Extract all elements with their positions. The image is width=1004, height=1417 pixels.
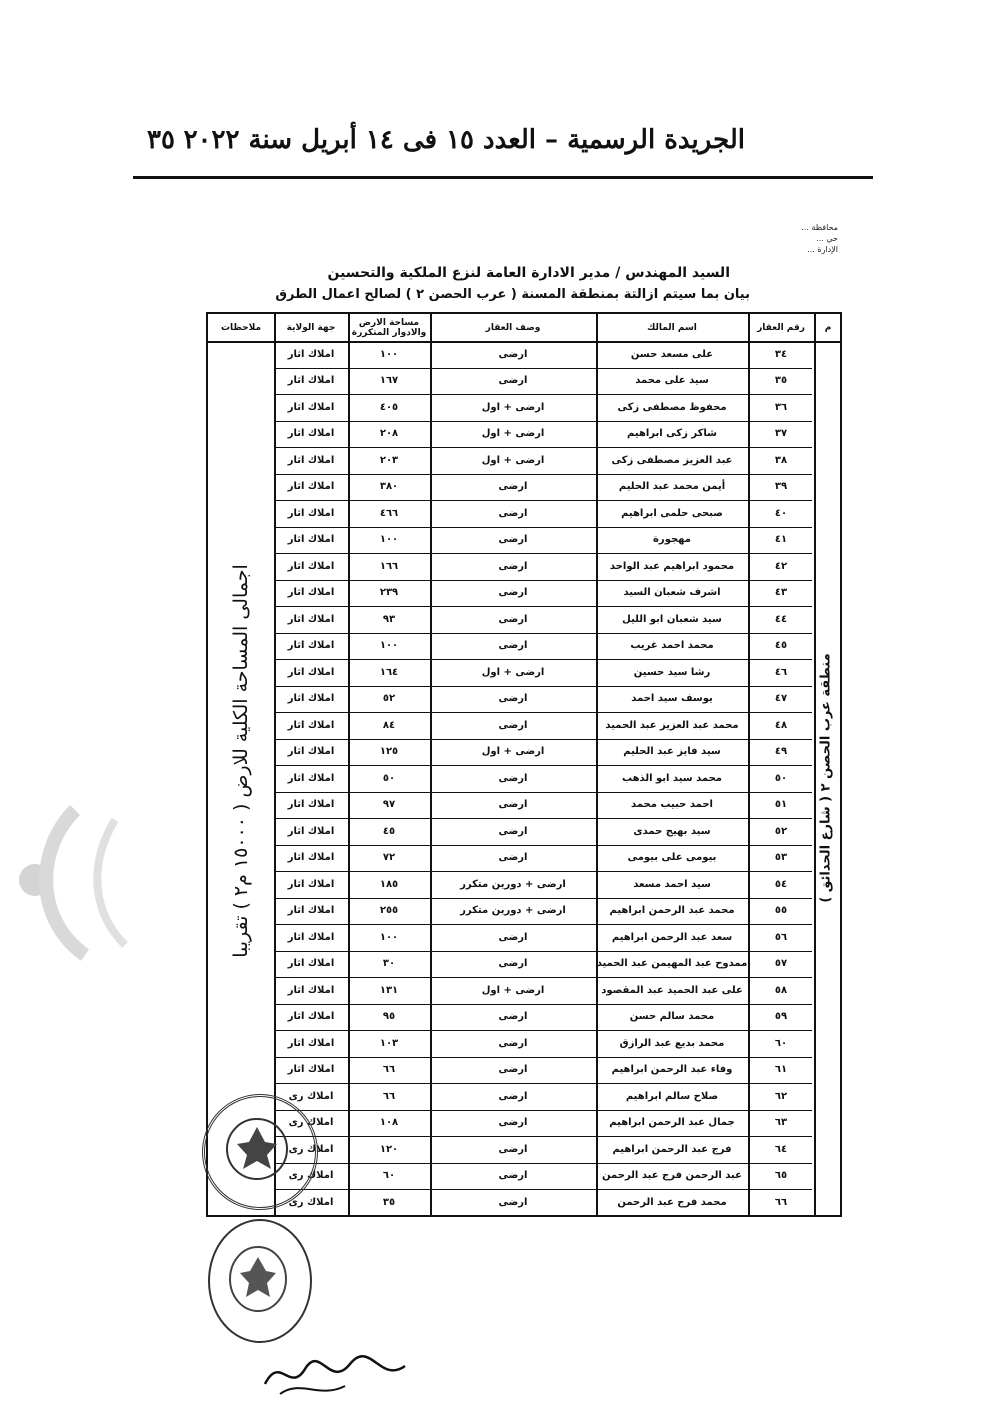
cell-area: ٤٦٦ — [379, 507, 399, 519]
cell-description: ارضى — [498, 825, 528, 837]
cell-entity: املاك اثار — [287, 1037, 335, 1049]
cell-area: ٤٥ — [382, 825, 396, 837]
cell-owner: فرج عبد الرحمن ابراهيم — [612, 1143, 732, 1155]
cell-description: ارضى — [498, 1143, 528, 1155]
cell-area: ٣٥ — [382, 1196, 396, 1208]
cell-area: ٦٦ — [382, 1064, 396, 1075]
cell-entity: املاك اثار — [287, 852, 335, 863]
gazette-title: الجريدة الرسمية – العدد ١٥ فى ١٤ أبريل سنة ٢٠٢٢ — [183, 125, 745, 155]
notes-cell — [208, 341, 274, 1215]
cell-entity: املاك اثار — [287, 348, 335, 360]
cell-owner: يوسف سيد احمد — [631, 693, 713, 704]
cell-description: ارضى — [498, 799, 528, 810]
cell-owner: بيومى على بيومى — [627, 852, 717, 863]
letter-addressee: السيد المهندس / مدير الادارة العامة لنزع الملكية والتحسين — [327, 265, 730, 281]
table-row — [274, 871, 812, 899]
cell-owner: احمد حبيب محمد — [631, 799, 713, 810]
cell-plot-number: ٥٢ — [774, 825, 788, 837]
cell-area: ٩٧ — [382, 799, 396, 810]
table-row — [274, 421, 812, 449]
cell-owner: وفاء عبد الرحمن ابراهيم — [611, 1064, 733, 1075]
cell-description: ارضى — [498, 587, 528, 598]
expropriation-table — [206, 312, 842, 1217]
cell-area: ٦٠ — [382, 1170, 396, 1181]
table-row — [274, 500, 812, 528]
cell-description: ارضى — [498, 481, 528, 492]
cell-entity: املاك اثار — [287, 428, 335, 439]
cell-owner: عبد الرحمن فرج عبد الرحمن — [602, 1170, 742, 1181]
cell-description: ارضى — [498, 560, 528, 572]
letterhead-line: محافظة ... — [801, 223, 838, 232]
cell-description: ارضى — [498, 931, 528, 943]
cell-area: ١٨٥ — [379, 878, 399, 890]
cell-area: ٨٤ — [382, 719, 396, 731]
table-row — [274, 792, 812, 820]
cell-description: ارضى — [498, 852, 528, 863]
handwritten-signature — [260, 1344, 410, 1404]
cell-description: ارضى — [498, 640, 528, 651]
cell-owner: جمال عبد الرحمن ابراهيم — [609, 1117, 735, 1128]
table-row — [274, 1030, 812, 1058]
cell-description: ارضى + اول — [481, 746, 545, 757]
cell-entity: املاك اثار — [287, 984, 335, 996]
cell-owner: سيد بهيج حمدى — [633, 825, 711, 837]
cell-area: ١٢٠ — [379, 1143, 399, 1155]
table-row — [274, 633, 812, 661]
cell-area: ٤٠٥ — [379, 401, 399, 413]
cell-plot-number: ٤٤ — [774, 613, 788, 625]
cell-area: ١٦٦ — [379, 560, 399, 572]
cell-description: ارضى — [498, 693, 528, 704]
cell-entity: املاك رى — [288, 1090, 334, 1102]
table-row — [274, 686, 812, 714]
region-label: منطقة عرب الحصن ٢ ( شارع الحدائق ) — [818, 653, 834, 903]
cell-plot-number: ٤٢ — [774, 560, 788, 572]
cell-entity: املاك اثار — [287, 375, 335, 386]
cell-description: ارضى — [498, 772, 528, 784]
header-description: وصف العقار — [485, 322, 541, 333]
cell-owner: اشرف شعبان السيد — [623, 587, 721, 598]
cell-owner: محمد عبد العزيز عبد الحميد — [605, 719, 739, 731]
cell-entity: املاك اثار — [287, 905, 335, 916]
cell-description: ارضى — [498, 1011, 528, 1022]
cell-plot-number: ٣٦ — [774, 401, 788, 413]
letterhead-line: حي ... — [816, 234, 838, 243]
government-letterhead — [748, 222, 838, 255]
cell-plot-number: ٣٤ — [774, 348, 788, 360]
table-row — [274, 818, 812, 846]
cell-plot-number: ٥٠ — [774, 772, 788, 784]
table-row — [274, 1057, 812, 1085]
cell-owner: سيد على محمد — [635, 375, 709, 386]
cell-plot-number: ٦١ — [774, 1064, 788, 1075]
cell-area: ١٠٠ — [379, 640, 399, 651]
cell-plot-number: ٥٨ — [774, 984, 788, 996]
cell-description: ارضى — [498, 375, 528, 386]
table-row — [274, 1083, 812, 1111]
cell-plot-number: ٥٣ — [774, 852, 788, 863]
cell-area: ٧٢ — [382, 852, 396, 863]
letterhead-line: الإدارة ... — [807, 245, 838, 254]
table-row — [274, 712, 812, 740]
cell-entity: املاك رى — [288, 1170, 334, 1181]
cell-plot-number: ٤٧ — [774, 693, 788, 704]
cell-area: ٢٣٩ — [379, 587, 399, 598]
cell-area: ٣٨٠ — [379, 481, 399, 492]
cell-plot-number: ٤٣ — [774, 587, 788, 598]
cell-owner: محمد احمد غريب — [630, 640, 714, 651]
table-row — [274, 659, 812, 687]
region-cell — [812, 341, 840, 1215]
cell-entity: املاك اثار — [287, 666, 335, 678]
cell-plot-number: ٥٩ — [774, 1011, 788, 1022]
header-owner: اسم المالك — [647, 322, 697, 333]
cell-area: ٩٥ — [382, 1011, 396, 1022]
official-seal — [208, 1219, 312, 1343]
cell-entity: املاك اثار — [287, 746, 335, 757]
table-row — [274, 1189, 812, 1217]
cell-plot-number: ٤٨ — [774, 719, 788, 731]
table-row — [274, 580, 812, 608]
page-header — [133, 125, 873, 165]
table-row — [274, 739, 812, 767]
cell-owner: محمد عبد الرحمن ابراهيم — [609, 905, 735, 916]
cell-area: ١٦٧ — [379, 375, 399, 386]
cell-owner: ممدوح عبد المهيمن عبد الحميد — [596, 958, 748, 969]
cell-owner: شاكر زكى ابراهيم — [627, 428, 717, 439]
cell-owner: على عبد الحميد عبد المقصود — [601, 984, 743, 996]
cell-plot-number: ٥١ — [774, 799, 788, 810]
table-row — [274, 474, 812, 502]
cell-owner: رشا سيد حسين — [633, 666, 711, 678]
cell-plot-number: ٤١ — [774, 534, 788, 545]
cell-entity: املاك اثار — [287, 958, 335, 969]
table-row — [274, 1163, 812, 1191]
cell-plot-number: ٣٩ — [774, 481, 788, 492]
cell-owner: محمد فرج عبد الرحمن — [617, 1196, 727, 1208]
cell-owner: محمد سيد ابو الذهب — [622, 772, 722, 784]
table-header-row — [208, 314, 840, 343]
cell-description: ارضى + اول — [481, 984, 545, 996]
cell-area: ١٠٣ — [379, 1037, 399, 1049]
cell-entity: املاك رى — [288, 1196, 334, 1208]
cell-area: ٢٥٥ — [379, 905, 399, 916]
cell-entity: املاك اثار — [287, 878, 335, 890]
table-row — [274, 1004, 812, 1032]
header-notes: ملاحظات — [220, 322, 262, 333]
cell-description: ارضى — [498, 348, 528, 360]
cell-area: ١٦٤ — [379, 666, 399, 678]
cell-description: ارضى — [498, 719, 528, 731]
scanned-document — [170, 200, 870, 1300]
cell-entity: املاك اثار — [287, 507, 335, 519]
cell-plot-number: ٦٦ — [774, 1196, 788, 1208]
cell-entity: املاك اثار — [287, 1064, 335, 1075]
cell-plot-number: ٤٩ — [774, 746, 788, 757]
table-row — [274, 527, 812, 555]
cell-description: ارضى + دورين متكرر — [460, 905, 566, 916]
cell-plot-number: ٦٤ — [774, 1143, 788, 1155]
cell-entity: املاك اثار — [287, 931, 335, 943]
page-number: ٣٥ — [147, 125, 175, 155]
cell-entity: املاك اثار — [287, 1011, 335, 1022]
cell-owner: على مسعد حسن — [630, 348, 714, 360]
cell-description: ارضى — [498, 1117, 528, 1128]
cell-area: ٥٠ — [382, 772, 396, 784]
watermark-logo — [0, 770, 175, 970]
cell-description: ارضى + دورين متكرر — [460, 878, 566, 890]
cell-owner: محمود ابراهيم عبد الواحد — [609, 560, 735, 572]
cell-description: ارضى — [498, 958, 528, 969]
cell-description: ارضى + اول — [481, 454, 545, 466]
letter-subject: بيان بما سيتم ازالتة بمنطقة المسنة ( عرب الحصن ٢ ) لصالح اعمال الطرق — [275, 287, 750, 302]
cell-entity: املاك اثار — [287, 613, 335, 625]
cell-entity: املاك اثار — [287, 719, 335, 731]
cell-entity: املاك رى — [288, 1143, 334, 1155]
table-row — [274, 845, 812, 873]
cell-owner: سعد عبد الرحمن ابراهيم — [611, 931, 733, 943]
cell-area: ١٠٠ — [379, 534, 399, 545]
header-index: م — [824, 322, 832, 333]
header-plot-number: رقم العقار — [757, 322, 805, 333]
cell-plot-number: ٦٣ — [774, 1117, 788, 1128]
cell-entity: املاك اثار — [287, 799, 335, 810]
cell-area: ٣٠ — [382, 958, 396, 969]
table-row — [274, 394, 812, 422]
cell-description: ارضى + اول — [481, 666, 545, 678]
table-row — [274, 553, 812, 581]
cell-plot-number: ٣٧ — [774, 428, 788, 439]
cell-owner: سيد فايز عبد الحليم — [623, 746, 721, 757]
table-row — [274, 765, 812, 793]
cell-entity: املاك اثار — [287, 401, 335, 413]
table-row — [274, 951, 812, 979]
table-row — [274, 977, 812, 1005]
cell-plot-number: ٣٥ — [774, 375, 788, 386]
cell-plot-number: ٣٨ — [774, 454, 788, 466]
cell-area: ١٣١ — [379, 984, 399, 996]
cell-owner: أيمن محمد عبد الحليم — [618, 481, 726, 492]
cell-description: ارضى — [498, 1037, 528, 1049]
cell-owner: مهجورة — [653, 534, 691, 545]
cell-entity: املاك اثار — [287, 825, 335, 837]
cell-description: ارضى — [498, 1170, 528, 1181]
cell-description: ارضى — [498, 1090, 528, 1102]
cell-owner: محمد سالم حسن — [629, 1011, 715, 1022]
official-seal — [202, 1094, 318, 1210]
cell-description: ارضى — [498, 1196, 528, 1208]
table-row — [274, 368, 812, 396]
cell-entity: املاك رى — [288, 1117, 334, 1128]
cell-area: ٢٠٨ — [379, 428, 399, 439]
cell-owner: صلاح سالم ابراهيم — [625, 1090, 719, 1102]
table-row — [274, 924, 812, 952]
cell-entity: املاك اثار — [287, 534, 335, 545]
cell-plot-number: ٦٠ — [774, 1037, 788, 1049]
cell-description: ارضى — [498, 1064, 528, 1075]
cell-area: ١٠٨ — [379, 1117, 399, 1128]
header-area: مساحة الارض والادوار المتكررة — [351, 317, 427, 338]
cell-plot-number: ٥٦ — [774, 931, 788, 943]
cell-plot-number: ٥٥ — [774, 905, 788, 916]
cell-description: ارضى — [498, 613, 528, 625]
cell-entity: املاك اثار — [287, 454, 335, 466]
cell-plot-number: ٥٤ — [774, 878, 788, 890]
cell-plot-number: ٤٥ — [774, 640, 788, 651]
cell-area: ٥٢ — [382, 693, 396, 704]
cell-plot-number: ٥٧ — [774, 958, 788, 969]
cell-entity: املاك اثار — [287, 560, 335, 572]
cell-owner: سيد احمد مسعد — [633, 878, 711, 890]
table-row — [274, 606, 812, 634]
cell-area: ٦٦ — [382, 1090, 396, 1102]
cell-owner: محمد بديع عبد الرازق — [619, 1037, 725, 1049]
cell-entity: املاك اثار — [287, 693, 335, 704]
cell-description: ارضى + اول — [481, 428, 545, 439]
watermark — [958, 478, 1004, 527]
cell-area: ١٠٠ — [379, 931, 399, 943]
cell-area: ١٠٠ — [379, 348, 399, 360]
cell-description: ارضى — [498, 534, 528, 545]
total-area-note: اجمالى المساحة الكلية للارض ( ١٥٠٠٠ م٢ ) تقريبا — [230, 563, 252, 958]
cell-owner: محفوظ مصطفى زكى — [617, 401, 727, 413]
table-row — [274, 1136, 812, 1164]
cell-description: ارضى + اول — [481, 401, 545, 413]
table-row — [274, 341, 812, 369]
cell-description: ارضى — [498, 507, 528, 519]
header-entity: جهة الولاية — [286, 322, 336, 333]
table-row — [274, 447, 812, 475]
table-row — [274, 898, 812, 926]
cell-owner: عبد العزيز مصطفى زكى — [611, 454, 733, 466]
cell-plot-number: ٦٥ — [774, 1170, 788, 1181]
cell-plot-number: ٤٠ — [774, 507, 788, 519]
cell-plot-number: ٦٢ — [774, 1090, 788, 1102]
cell-entity: املاك اثار — [287, 772, 335, 784]
cell-entity: املاك اثار — [287, 640, 335, 651]
cell-owner: صبحى حلمى ابراهيم — [621, 507, 723, 519]
table-row — [274, 1110, 812, 1138]
cell-area: ١٢٥ — [379, 746, 399, 757]
cell-entity: املاك اثار — [287, 481, 335, 492]
header-rule — [133, 176, 873, 179]
cell-plot-number: ٤٦ — [774, 666, 788, 678]
cell-owner: سيد شعبان ابو الليل — [622, 613, 722, 625]
cell-area: ٩٣ — [382, 613, 396, 625]
cell-entity: املاك اثار — [287, 587, 335, 598]
cell-area: ٢٠٣ — [379, 454, 399, 466]
